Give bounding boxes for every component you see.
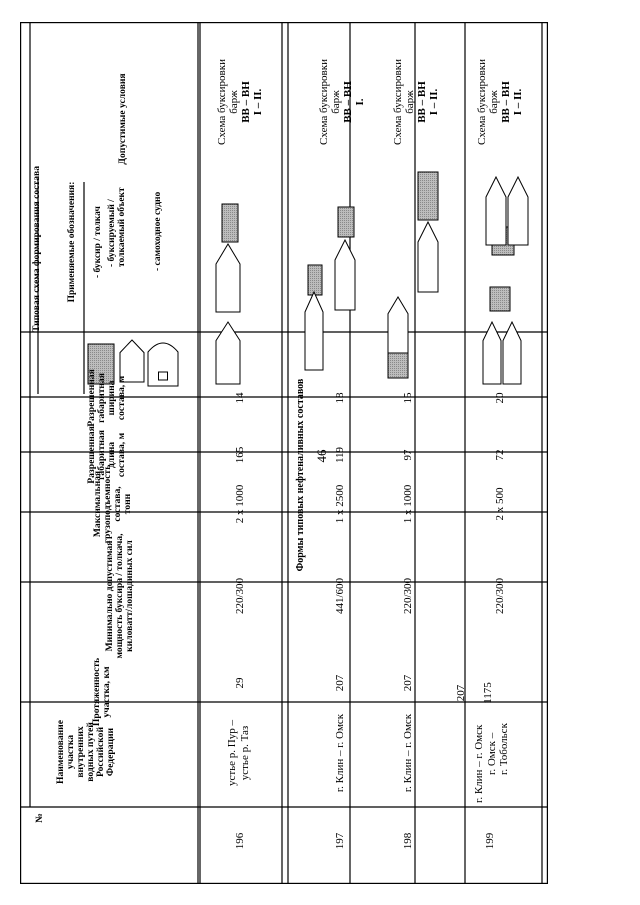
barge-icon	[335, 240, 355, 310]
row-197-conditions: Схема буксировки барж ВВ – ВН I.	[317, 59, 367, 145]
row-196-name: устье р. Пур – устье р. Таз	[226, 719, 251, 787]
header-num: №	[33, 813, 45, 823]
row-198-num: 198	[401, 832, 414, 850]
row-198-capacity: 1 x 1000	[401, 484, 414, 524]
row-198-allowed-width: 15	[401, 392, 414, 404]
row-198-conditions: Схема буксировки барж ВВ – ВН I – II.	[391, 59, 441, 145]
row-199-capacity: 2 x 500	[493, 487, 506, 521]
row-199-conditions: Схема буксировки барж ВВ – ВН I – II.	[475, 59, 525, 145]
tug-icon	[222, 204, 238, 242]
row-199-name: г. Клин – г. Омск г. Омск – г. Тобольск	[473, 723, 511, 803]
page-number: 46	[314, 449, 329, 463]
row-196-power: 220/300	[233, 577, 246, 615]
barge-icon	[508, 177, 528, 245]
row-196-allowed-length: 165	[233, 446, 246, 464]
row-199-num: 199	[483, 832, 496, 850]
row-198-power: 220/300	[401, 577, 414, 615]
row-197-allowed-length: 119	[333, 446, 346, 464]
barge-icon	[305, 292, 323, 370]
row-199-allowed-length: 72	[493, 449, 506, 461]
wheelhouse-icon	[159, 372, 168, 380]
row-197-capacity: 1 x 2500	[333, 484, 346, 524]
header-allowed-width: Разрешенная габаритная ширина состава, м	[85, 369, 128, 427]
header-power: Минимально допустимая мощность буксира / толкача, киловатт/лошадиных сил	[103, 533, 136, 659]
row-196-allowed-width: 14	[233, 392, 246, 404]
tug-icon	[308, 265, 322, 295]
legend-self-propelled-label: - самоходное судно	[153, 191, 163, 271]
row-198-length: 207	[401, 674, 414, 692]
row-199-allowed-width: 20	[493, 392, 506, 404]
section-title: Формы типовых нефтеналивных составов	[294, 378, 306, 572]
row-196-length: 29	[233, 677, 246, 689]
row-197-name: г. Клин – г. Омск	[333, 713, 346, 793]
row-198-allowed-length: 97	[401, 449, 414, 461]
legend-tug-label: - буксир / толкач	[93, 206, 103, 278]
legend-barge-label: - буксируемый / толкаемый объект	[107, 187, 127, 267]
tug-icon	[418, 172, 438, 220]
header-length: Протяженность участка, км	[90, 657, 112, 727]
header-section-name: Наименование участка внутренних водных путей Российской Федерации	[54, 720, 117, 784]
row-197-power: 441/600	[333, 577, 346, 615]
legend-title: Применяемые обозначения:	[67, 181, 77, 303]
tug-icon	[490, 287, 510, 311]
row-196-capacity: 2 x 1000	[233, 484, 246, 524]
row-197-length: 207	[333, 674, 346, 692]
header-conditions: Допустимые условия	[116, 73, 128, 165]
tug-icon	[338, 207, 354, 237]
row-197-allowed-width: 18	[333, 392, 346, 404]
barge-icon	[486, 177, 506, 245]
barge-icon	[418, 222, 438, 292]
barge-icon	[216, 244, 240, 312]
barge-icon	[388, 297, 408, 353]
towing-schemes-table	[20, 22, 548, 884]
header-scheme: Типовая схема формирования состава	[30, 165, 42, 333]
header-capacity: Максимальная грузоподъемность состава, тонн	[91, 464, 134, 544]
row-198-name: г. Клин – г. Омск	[401, 713, 414, 793]
row-197-num: 197	[333, 832, 346, 850]
row-199-power: 220/300	[493, 577, 506, 615]
header-allowed-length: Разрешенная габаритная длина состава, м	[85, 426, 128, 484]
row-199-length: 207 1175	[455, 682, 494, 704]
row-196-conditions: Схема буксировки барж ВВ – ВН I – II.	[215, 59, 265, 145]
row-196-num: 196	[233, 832, 246, 850]
